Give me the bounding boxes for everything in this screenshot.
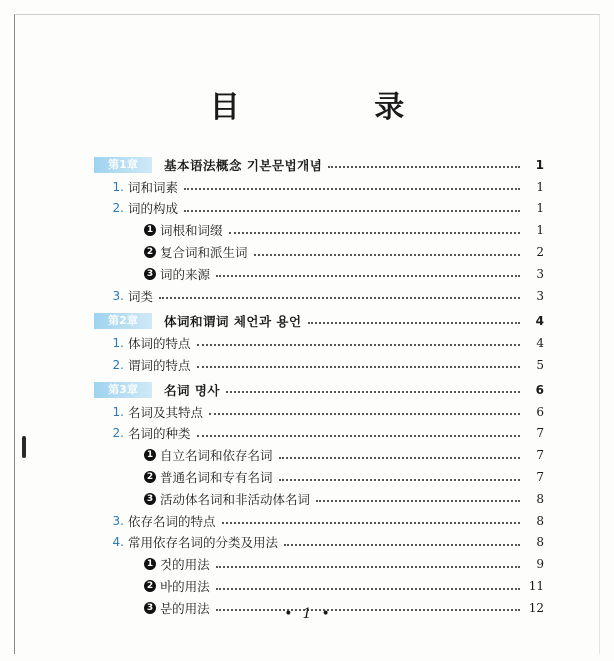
section-number: 1. xyxy=(112,335,124,350)
toc-entry-label: 体词的特点 xyxy=(128,335,191,351)
toc-page-number: 6 xyxy=(536,404,544,419)
toc-entry-label: 基本语法概念 기본문법개념 xyxy=(164,157,323,173)
toc-entry-label: 바的用法 xyxy=(160,579,210,595)
dot-leader xyxy=(229,231,520,234)
page-footer xyxy=(0,606,614,622)
toc-section-row[interactable] xyxy=(94,532,544,554)
toc-entry-label: 것的用法 xyxy=(160,557,210,573)
toc-entry-label: 词的来源 xyxy=(160,266,211,282)
toc-page-number: 4 xyxy=(535,313,544,328)
dot-leader xyxy=(316,499,520,502)
circled-number-icon: 3 xyxy=(144,268,156,280)
section-number: 2. xyxy=(112,357,124,372)
toc-chapter-row[interactable] xyxy=(94,379,544,401)
toc-section-row[interactable] xyxy=(94,176,544,198)
dot-leader xyxy=(284,543,520,546)
toc-sub-row[interactable] xyxy=(94,575,544,597)
dot-leader xyxy=(308,321,520,324)
circled-number-icon: 3 xyxy=(144,602,156,614)
toc-entry-label: 词类 xyxy=(128,288,154,304)
section-number: 3. xyxy=(112,288,124,303)
page-title: 目 录 xyxy=(209,90,467,125)
dot-leader xyxy=(197,365,520,368)
toc-chapter-row[interactable] xyxy=(94,154,544,176)
toc-entry-label: 분的用法 xyxy=(160,600,210,616)
circled-number-icon: 2 xyxy=(144,580,156,592)
toc-page-number: 7 xyxy=(536,448,544,463)
page-edge-mark xyxy=(22,436,26,458)
chapter-badge: 第1章 xyxy=(94,157,152,173)
toc-sub-row[interactable] xyxy=(94,444,544,466)
toc-page-number: 1 xyxy=(536,179,544,194)
footer-page-number: 1 xyxy=(302,606,312,622)
toc-sub-row[interactable] xyxy=(94,553,544,575)
toc-entry-label: 名词 명사 xyxy=(164,382,221,398)
toc-page-number: 3 xyxy=(536,266,544,281)
dot-leader xyxy=(279,478,520,481)
toc-sub-row[interactable] xyxy=(94,466,544,488)
footer-dot-left: • xyxy=(284,606,293,622)
dot-leader xyxy=(184,209,520,212)
toc-entry-label: 词根和词缀 xyxy=(160,223,223,239)
toc-page-number: 12 xyxy=(528,600,544,615)
section-number: 2. xyxy=(112,426,124,441)
section-number: 3. xyxy=(112,513,124,528)
dot-leader xyxy=(197,434,520,437)
toc-sub-row[interactable] xyxy=(94,488,544,510)
dot-leader xyxy=(226,390,520,393)
toc-page-number: 5 xyxy=(536,357,544,372)
toc-page-number: 1 xyxy=(536,201,544,216)
toc-sub-row[interactable] xyxy=(94,219,544,241)
dot-leader xyxy=(216,274,520,277)
toc-section-row[interactable] xyxy=(94,285,544,307)
toc-page-number: 1 xyxy=(535,157,544,172)
toc-page-number: 7 xyxy=(536,426,544,441)
chapter-badge: 第2章 xyxy=(94,313,152,329)
dot-leader xyxy=(209,412,520,415)
toc-page-number: 7 xyxy=(536,470,544,485)
toc-page-number: 3 xyxy=(536,288,544,303)
toc-sub-row[interactable] xyxy=(94,241,544,263)
footer-dot-right: • xyxy=(321,606,330,622)
toc-entry-label: 普通名词和专有名词 xyxy=(160,470,273,486)
toc-entry-label: 谓词的特点 xyxy=(128,357,191,373)
dot-leader xyxy=(279,456,520,459)
toc-entry-label: 名词及其特点 xyxy=(128,404,204,420)
section-number: 1. xyxy=(112,404,124,419)
chapter-badge: 第3章 xyxy=(94,382,152,398)
toc-entry-label: 复合词和派生词 xyxy=(160,245,248,261)
toc-page-number: 2 xyxy=(536,245,544,260)
toc-page-number: 4 xyxy=(536,335,544,350)
dot-leader xyxy=(159,296,520,299)
toc-sub-row[interactable] xyxy=(94,263,544,285)
dot-leader xyxy=(222,521,520,524)
dot-leader xyxy=(184,187,520,190)
section-number: 2. xyxy=(112,201,124,216)
toc-chapter-row[interactable] xyxy=(94,310,544,332)
circled-number-icon: 1 xyxy=(144,558,156,570)
circled-number-icon: 2 xyxy=(144,471,156,483)
toc-section-row[interactable] xyxy=(94,510,544,532)
toc-entry-label: 词的构成 xyxy=(128,201,179,217)
toc-section-row[interactable] xyxy=(94,198,544,220)
toc-entry-label: 名词的种类 xyxy=(128,426,191,442)
toc-entry-label: 活动体名词和非活动体名词 xyxy=(160,491,311,507)
dot-leader xyxy=(216,587,520,590)
table-of-contents xyxy=(94,154,544,619)
toc-page-number: 1 xyxy=(536,223,544,238)
toc-page-number: 9 xyxy=(536,557,544,572)
dot-leader xyxy=(197,343,520,346)
toc-entry-label: 体词和谓词 체언과 용언 xyxy=(164,313,302,329)
section-number: 1. xyxy=(112,179,124,194)
toc-section-row[interactable] xyxy=(94,423,544,445)
circled-number-icon: 2 xyxy=(144,246,156,258)
section-number: 4. xyxy=(112,535,124,550)
toc-section-row[interactable] xyxy=(94,332,544,354)
toc-page-number: 8 xyxy=(536,491,544,506)
dot-leader xyxy=(328,165,520,168)
circled-number-icon: 1 xyxy=(144,449,156,461)
toc-section-row[interactable] xyxy=(94,401,544,423)
circled-number-icon: 1 xyxy=(144,224,156,236)
toc-entry-label: 常用依存名词的分类及用法 xyxy=(128,535,279,551)
toc-page-number: 8 xyxy=(536,513,544,528)
toc-entry-label: 自立名词和依存名词 xyxy=(160,448,273,464)
toc-page-number: 11 xyxy=(528,579,544,594)
dot-leader xyxy=(216,565,520,568)
circled-number-icon: 3 xyxy=(144,493,156,505)
toc-entry-label: 词和词素 xyxy=(128,179,179,195)
dot-leader xyxy=(254,253,520,256)
toc-page-number: 8 xyxy=(536,535,544,550)
toc-page-number: 6 xyxy=(535,382,544,397)
toc-section-row[interactable] xyxy=(94,354,544,376)
toc-entry-label: 依存名词的特点 xyxy=(128,513,216,529)
